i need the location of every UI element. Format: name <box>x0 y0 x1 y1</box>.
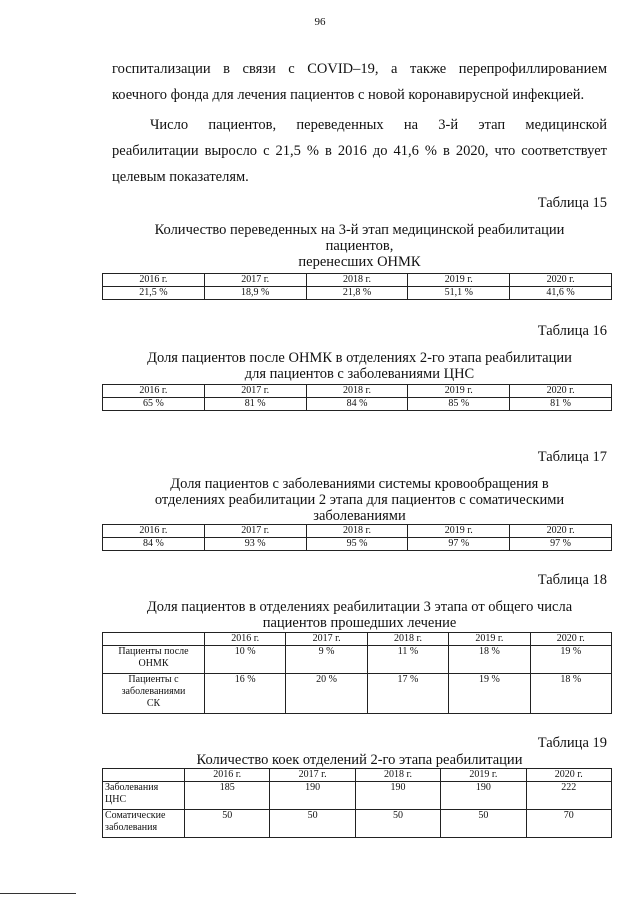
table-15-title-line-3: перенесших ОНМК <box>298 254 421 270</box>
value-cell: 50 <box>441 810 526 838</box>
year-cell: 2016 г. <box>185 769 270 782</box>
value-cell: 19 % <box>530 646 611 674</box>
table-18-title-line-2: пациентов прошедших лечение <box>262 615 457 631</box>
year-cell: 2017 г. <box>204 385 306 398</box>
row-header-cell <box>103 674 205 714</box>
value-cell: 190 <box>355 782 440 810</box>
value-cell: 65 % <box>103 398 205 411</box>
year-cell: 2016 г. <box>205 633 286 646</box>
table-17-header-row <box>103 525 612 538</box>
table-16-title-line-1: Доля пациентов после ОНМК в отделениях 2-го этапа реабилитации <box>147 350 572 366</box>
row-header-line: заболеваниями <box>121 686 186 697</box>
table-19-title-line-1: Количество коек отделений 2-го этапа реабилитации <box>196 752 523 768</box>
year-cell: 2019 г. <box>449 633 530 646</box>
value-cell: 70 <box>526 810 611 838</box>
value-cell: 19 % <box>449 674 530 714</box>
table-15-title-line-2: пациентов, <box>325 238 394 254</box>
table-19-row-somatic <box>103 810 612 838</box>
value-cell: 11 % <box>367 646 448 674</box>
footnote-separator <box>0 893 76 894</box>
paragraph-2-line-3: целевым показателям. <box>112 169 249 185</box>
value-cell: 97 % <box>408 538 510 551</box>
row-header-line: Пациенты с <box>128 674 179 685</box>
table-15-title <box>112 222 607 270</box>
year-cell: 2016 г. <box>103 525 205 538</box>
row-header-line: Соматические <box>105 810 166 821</box>
table-17-title <box>112 476 607 524</box>
table-16-title <box>112 350 607 382</box>
year-cell: 2017 г. <box>204 525 306 538</box>
value-cell: 20 % <box>286 674 367 714</box>
year-cell: 2019 г. <box>408 385 510 398</box>
row-header-line: заболевания <box>105 822 158 833</box>
paragraph-1-line-2: коечного фонда для лечения пациентов с новой коронавирусной инфекцией. <box>112 87 585 103</box>
table-15-header-row <box>103 274 612 287</box>
row-header-line: Пациенты после <box>118 646 189 657</box>
table-19-row-cns <box>103 782 612 810</box>
table-16-header-row <box>103 385 612 398</box>
table-17-title-line-1: Доля пациентов с заболеваниями системы кровообращения в <box>170 476 549 492</box>
value-cell: 97 % <box>510 538 612 551</box>
value-cell: 190 <box>270 782 355 810</box>
year-cell: 2018 г. <box>306 274 408 287</box>
year-cell: 2017 г. <box>286 633 367 646</box>
paragraph-2-line-1: Число пациентов, переведенных на 3-й этап медицинской <box>150 117 607 133</box>
table-15-title-line-1: Количество переведенных на 3-й этап медицинской реабилитации <box>154 222 565 238</box>
table-19-header-row <box>103 769 612 782</box>
corner-cell <box>103 633 205 646</box>
year-cell: 2020 г. <box>526 769 611 782</box>
value-cell: 18,9 % <box>204 287 306 300</box>
year-cell: 2017 г. <box>204 274 306 287</box>
table-16-title-line-2: для пациентов с заболеваниями ЦНС <box>244 366 475 382</box>
table-19-label: Таблица 19 <box>537 735 607 751</box>
table-17-value-row <box>103 538 612 551</box>
value-cell: 21,8 % <box>306 287 408 300</box>
row-header-line: ЦНС <box>105 794 127 805</box>
value-cell: 84 % <box>103 538 205 551</box>
year-cell: 2019 г. <box>408 525 510 538</box>
table-15-label: Таблица 15 <box>537 195 607 211</box>
value-cell: 21,5 % <box>103 287 205 300</box>
value-cell: 85 % <box>408 398 510 411</box>
value-cell: 50 <box>355 810 440 838</box>
value-cell: 95 % <box>306 538 408 551</box>
value-cell: 9 % <box>286 646 367 674</box>
value-cell: 185 <box>185 782 270 810</box>
row-header-cell <box>103 646 205 674</box>
table-19-title <box>112 752 607 768</box>
value-cell: 51,1 % <box>408 287 510 300</box>
year-cell: 2016 г. <box>103 385 205 398</box>
year-cell: 2020 г. <box>530 633 611 646</box>
year-cell: 2018 г. <box>306 525 408 538</box>
paragraph-2-line-2: реабилитации выросло с 21,5 % в 2016 до 41,6 % в 2020, что соответствует <box>112 143 607 159</box>
table-16-value-row <box>103 398 612 411</box>
table-16-label: Таблица 16 <box>537 323 607 339</box>
value-cell: 18 % <box>449 646 530 674</box>
table-15 <box>102 273 612 300</box>
table-15-value-row <box>103 287 612 300</box>
table-17-title-line-2: отделениях реабилитации 2 этапа для пациентов с соматическими <box>154 492 565 508</box>
year-cell: 2018 г. <box>367 633 448 646</box>
value-cell: 93 % <box>204 538 306 551</box>
corner-cell <box>103 769 185 782</box>
value-cell: 16 % <box>205 674 286 714</box>
year-cell: 2017 г. <box>270 769 355 782</box>
table-18-label: Таблица 18 <box>537 572 607 588</box>
paragraph-1 <box>112 56 607 108</box>
value-cell: 17 % <box>367 674 448 714</box>
value-cell: 50 <box>270 810 355 838</box>
page-number: 96 <box>314 16 326 28</box>
value-cell: 81 % <box>204 398 306 411</box>
table-18-row-sk <box>103 674 612 714</box>
table-17 <box>102 524 612 551</box>
value-cell: 41,6 % <box>510 287 612 300</box>
value-cell: 81 % <box>510 398 612 411</box>
row-header-cell <box>103 782 185 810</box>
year-cell: 2018 г. <box>306 385 408 398</box>
table-17-label: Таблица 17 <box>537 449 607 465</box>
table-19 <box>102 768 612 838</box>
row-header-line: ОНМК <box>138 658 169 669</box>
year-cell: 2019 г. <box>441 769 526 782</box>
value-cell: 84 % <box>306 398 408 411</box>
table-18-header-row <box>103 633 612 646</box>
value-cell: 50 <box>185 810 270 838</box>
value-cell: 18 % <box>530 674 611 714</box>
row-header-line: Заболевания <box>105 782 159 793</box>
row-header-line: СК <box>146 698 161 709</box>
year-cell: 2018 г. <box>355 769 440 782</box>
year-cell: 2019 г. <box>408 274 510 287</box>
table-17-title-line-3: заболеваниями <box>313 508 406 524</box>
year-cell: 2016 г. <box>103 274 205 287</box>
row-header-cell <box>103 810 185 838</box>
table-16 <box>102 384 612 411</box>
table-18-title-line-1: Доля пациентов в отделениях реабилитации 3 этапа от общего числа <box>146 599 573 615</box>
table-18-row-onmk <box>103 646 612 674</box>
year-cell: 2020 г. <box>510 274 612 287</box>
year-cell: 2020 г. <box>510 525 612 538</box>
value-cell: 190 <box>441 782 526 810</box>
value-cell: 10 % <box>205 646 286 674</box>
paragraph-2 <box>112 112 607 190</box>
value-cell: 222 <box>526 782 611 810</box>
year-cell: 2020 г. <box>510 385 612 398</box>
paragraph-1-line-1: госпитализации в связи с COVID–19, а также перепрофиллированием <box>112 61 607 77</box>
table-18-title <box>112 599 607 631</box>
table-18 <box>102 632 612 714</box>
